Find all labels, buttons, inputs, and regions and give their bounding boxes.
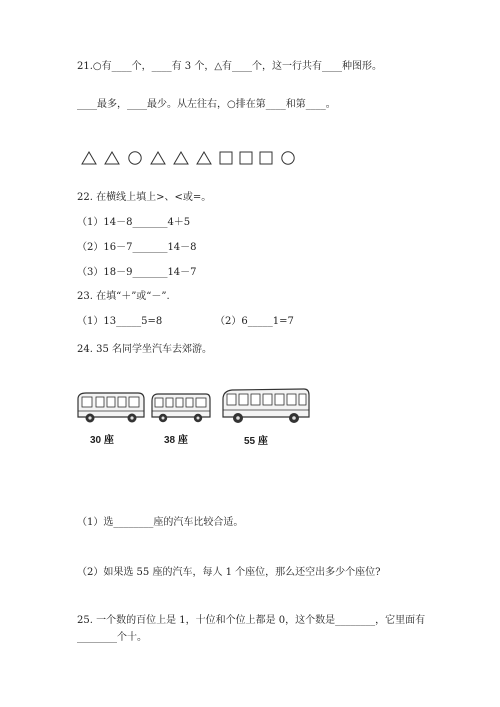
bus-55-label: 55 座 bbox=[244, 436, 268, 447]
q24-sub2: （2）如果选 55 座的汽车，每人 1 个座位，那么还空出多少个座位? bbox=[77, 567, 381, 578]
triangle-shape bbox=[105, 152, 119, 164]
q22-item-1: （1）14－8_______4＋5 bbox=[77, 217, 191, 228]
bus-38-label: 38 座 bbox=[164, 435, 188, 446]
q24-title: 24. 35 名同学坐汽车去郊游。 bbox=[77, 344, 212, 355]
square-shape bbox=[240, 152, 252, 164]
q22-item-3: （3）18－9_______14－7 bbox=[77, 267, 197, 278]
q21-line2: ____最多，____最少。从左往右，○排在第____和第____。 bbox=[77, 99, 336, 110]
circle-shape bbox=[282, 152, 294, 164]
bus-icon bbox=[74, 389, 146, 425]
q23-item-2: （2）6_____1=7 bbox=[215, 316, 294, 327]
q25-line2: ________个十。 bbox=[77, 632, 147, 643]
q22-title: 22. 在横线上填上>、<或=。 bbox=[77, 192, 212, 203]
bus-icon bbox=[220, 385, 312, 427]
q24-sub1: （1）选________座的汽车比较合适。 bbox=[77, 517, 244, 528]
q23-title: 23. 在填“＋”或“－”. bbox=[77, 291, 170, 302]
q23-item-1: （1）13_____5=8 bbox=[77, 316, 163, 327]
q25-line1: 25. 一个数的百位上是 1，十位和个位上都是 0，这个数是________，它里面有 bbox=[77, 615, 426, 626]
bus-icon bbox=[150, 391, 212, 425]
bus-illustration bbox=[74, 385, 314, 447]
square-shape bbox=[220, 152, 232, 164]
triangle-shape bbox=[197, 152, 211, 164]
square-shape bbox=[260, 152, 272, 164]
triangle-shape bbox=[174, 152, 188, 164]
shape-row bbox=[80, 150, 300, 166]
q22-item-2: （2）16－7_______14－8 bbox=[77, 242, 197, 253]
circle-shape bbox=[129, 152, 141, 164]
triangle-shape bbox=[151, 152, 165, 164]
triangle-shape bbox=[82, 152, 96, 164]
q21-line1: 21.○有____个，____有 3 个，△有____个，这一行共有____种图形。 bbox=[77, 61, 383, 72]
bus-30-label: 30 座 bbox=[90, 435, 114, 446]
